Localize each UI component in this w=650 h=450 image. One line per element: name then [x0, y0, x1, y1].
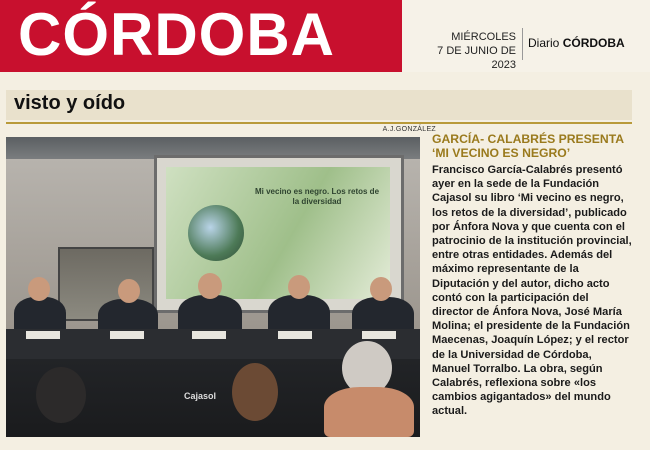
masthead — [0, 0, 650, 72]
name-card-2 — [110, 331, 144, 339]
article-body: Francisco García-Calabrés presentó ayer en la sede de la Fundación Cajasol su libro ‘Mi vecino es negro, los retos de la diversidad’, publicado por Ánfora Nova y que cuenta con el patrocinio de la institución provincial, entre otras entidades. Además del máximo representante de la Diputación y del autor, dicho acto contó con la participación del director de Ánfora Nova, José María Molina; el presidente de la Fundación Maecenas, Joaquín López; y el rector de la Universidad de Córdoba, Manuel Torralbo. La obra, según Calabrés, reflexiona sobre «los cambios agigantados» del mundo actual. — [432, 164, 632, 418]
panelist-5-head — [370, 277, 392, 301]
news-photo — [6, 137, 420, 437]
brand-label — [528, 36, 625, 50]
issue-day: MIÉRCOLES — [451, 31, 516, 43]
name-card-5 — [362, 331, 396, 339]
audience-head-1 — [36, 367, 86, 423]
screen-book-title: Mi vecino es negro. Los retos de la diversidad — [254, 187, 380, 206]
name-card-3 — [192, 331, 226, 339]
cajasol-sponsor-label: Cajasol — [184, 391, 217, 401]
panelist-2-head — [118, 279, 140, 303]
masthead-divider — [522, 28, 523, 60]
issue-date — [410, 30, 516, 72]
issue-full-date: 7 DE JUNIO DE 2023 — [437, 45, 516, 71]
article — [432, 132, 632, 419]
globe-image — [188, 205, 244, 261]
audience-member-3 — [324, 387, 414, 437]
panelist-3-head — [198, 273, 222, 299]
brand-prefix: Diario — [528, 36, 563, 50]
audience-head-2 — [232, 363, 278, 421]
brand-name: CÓRDOBA — [562, 36, 625, 50]
photo-credit: A.J.GONZÁLEZ — [382, 126, 436, 133]
panelist-1-head — [28, 277, 50, 301]
name-card-1 — [26, 331, 60, 339]
name-card-4 — [278, 331, 312, 339]
newspaper-title: CÓRDOBA — [18, 1, 335, 68]
panelist-4-head — [288, 275, 310, 299]
section-rule — [6, 122, 632, 124]
article-headline: GARCÍA- CALABRÉS PRESENTA ‘MI VECINO ES NEGRO’ — [432, 132, 624, 160]
section-title: visto y oído — [14, 92, 126, 114]
